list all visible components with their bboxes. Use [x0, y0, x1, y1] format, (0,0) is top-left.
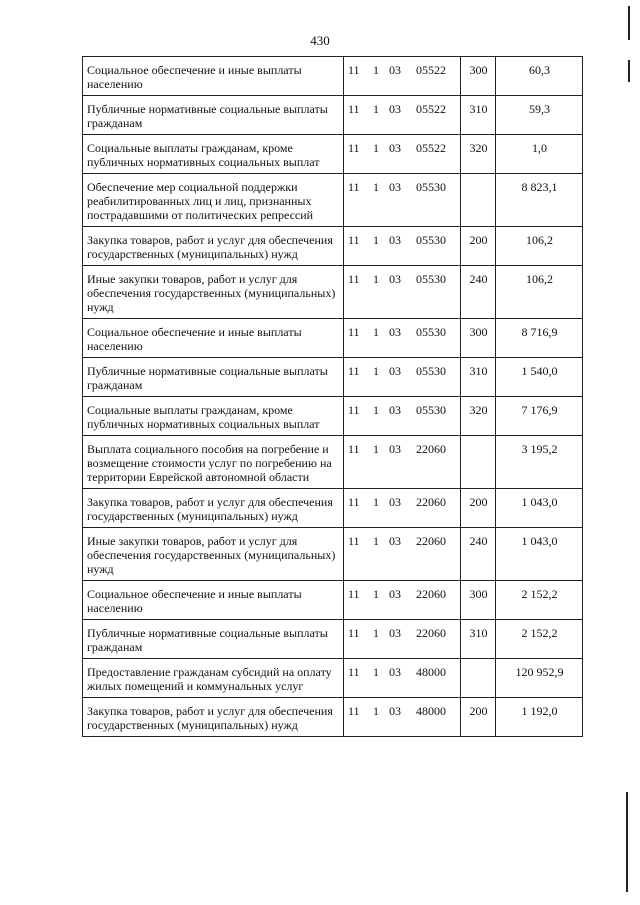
code-program: 03 — [389, 626, 401, 640]
row-target-code — [344, 620, 461, 659]
row-expense-type: 320 — [461, 397, 496, 436]
code-direction: 05530 — [416, 272, 446, 286]
code-direction: 22060 — [416, 442, 446, 456]
row-name: Публичные нормативные социальные выплаты гражданам — [83, 358, 344, 397]
code-program: 03 — [389, 63, 401, 77]
row-name: Иные закупки товаров, работ и услуг для обеспечения государственных (муниципальных) нужд — [83, 266, 344, 319]
row-expense-type: 240 — [461, 528, 496, 581]
code-subprogram: 1 — [373, 534, 379, 548]
table-row — [83, 659, 583, 698]
table-row — [83, 135, 583, 174]
code-chapter: 11 — [348, 325, 360, 339]
row-amount: 8 823,1 — [496, 174, 583, 227]
table-row — [83, 319, 583, 358]
table-row — [83, 174, 583, 227]
row-target-code — [344, 96, 461, 135]
code-chapter: 11 — [348, 180, 360, 194]
row-name: Публичные нормативные социальные выплаты гражданам — [83, 620, 344, 659]
code-direction: 05530 — [416, 364, 446, 378]
code-program: 03 — [389, 704, 401, 718]
table-row — [83, 96, 583, 135]
code-direction: 05522 — [416, 63, 446, 77]
row-amount: 2 152,2 — [496, 620, 583, 659]
code-subprogram: 1 — [373, 63, 379, 77]
row-amount: 60,3 — [496, 57, 583, 96]
row-expense-type: 310 — [461, 358, 496, 397]
code-chapter: 11 — [348, 495, 360, 509]
row-target-code — [344, 659, 461, 698]
table-row — [83, 227, 583, 266]
code-subprogram: 1 — [373, 442, 379, 456]
code-program: 03 — [389, 141, 401, 155]
code-direction: 05530 — [416, 403, 446, 417]
code-program: 03 — [389, 325, 401, 339]
row-target-code — [344, 266, 461, 319]
row-target-code — [344, 57, 461, 96]
table-row — [83, 528, 583, 581]
code-subprogram: 1 — [373, 102, 379, 116]
code-chapter: 11 — [348, 364, 360, 378]
table-row — [83, 620, 583, 659]
row-amount: 1 043,0 — [496, 489, 583, 528]
row-target-code — [344, 319, 461, 358]
code-direction: 22060 — [416, 626, 446, 640]
row-amount: 8 716,9 — [496, 319, 583, 358]
code-direction: 05522 — [416, 141, 446, 155]
row-amount: 1 043,0 — [496, 528, 583, 581]
row-name: Обеспечение мер социальной поддержки реабилитированных лиц и лиц, признанных пострадавшими от политических репрессий — [83, 174, 344, 227]
code-direction: 05530 — [416, 180, 446, 194]
row-target-code — [344, 358, 461, 397]
row-name: Закупка товаров, работ и услуг для обеспечения государственных (муниципальных) нужд — [83, 227, 344, 266]
code-subprogram: 1 — [373, 626, 379, 640]
code-program: 03 — [389, 587, 401, 601]
row-amount: 59,3 — [496, 96, 583, 135]
code-direction: 22060 — [416, 495, 446, 509]
row-expense-type: 300 — [461, 319, 496, 358]
row-expense-type: 200 — [461, 227, 496, 266]
row-expense-type: 320 — [461, 135, 496, 174]
row-target-code — [344, 581, 461, 620]
code-chapter: 11 — [348, 442, 360, 456]
page-number: 430 — [310, 33, 330, 48]
row-name: Социальное обеспечение и иные выплаты населению — [83, 581, 344, 620]
code-program: 03 — [389, 495, 401, 509]
row-expense-type: 300 — [461, 57, 496, 96]
code-direction: 22060 — [416, 534, 446, 548]
code-subprogram: 1 — [373, 495, 379, 509]
code-subprogram: 1 — [373, 141, 379, 155]
code-subprogram: 1 — [373, 704, 379, 718]
row-expense-type — [461, 174, 496, 227]
code-chapter: 11 — [348, 102, 360, 116]
row-amount: 1 192,0 — [496, 698, 583, 737]
scan-edge-mark-bottom — [626, 792, 628, 892]
code-direction: 05530 — [416, 233, 446, 247]
row-expense-type — [461, 659, 496, 698]
code-program: 03 — [389, 102, 401, 116]
row-name: Социальное обеспечение и иные выплаты населению — [83, 319, 344, 358]
code-direction: 48000 — [416, 665, 446, 679]
code-program: 03 — [389, 665, 401, 679]
budget-table — [82, 56, 583, 737]
row-expense-type: 200 — [461, 698, 496, 737]
row-expense-type: 310 — [461, 96, 496, 135]
row-amount: 7 176,9 — [496, 397, 583, 436]
code-program: 03 — [389, 403, 401, 417]
code-direction: 22060 — [416, 587, 446, 601]
row-target-code — [344, 174, 461, 227]
code-program: 03 — [389, 272, 401, 286]
code-subprogram: 1 — [373, 587, 379, 601]
table-row — [83, 358, 583, 397]
table-row — [83, 397, 583, 436]
row-expense-type: 300 — [461, 581, 496, 620]
row-target-code — [344, 436, 461, 489]
row-name: Социальные выплаты гражданам, кроме публичных нормативных социальных выплат — [83, 397, 344, 436]
scan-edge-mark-top — [628, 6, 630, 40]
code-program: 03 — [389, 442, 401, 456]
code-subprogram: 1 — [373, 272, 379, 286]
code-chapter: 11 — [348, 534, 360, 548]
row-amount: 106,2 — [496, 227, 583, 266]
code-subprogram: 1 — [373, 325, 379, 339]
code-program: 03 — [389, 180, 401, 194]
row-amount: 1 540,0 — [496, 358, 583, 397]
code-chapter: 11 — [348, 587, 360, 601]
row-name: Иные закупки товаров, работ и услуг для обеспечения государственных (муниципальных) нужд — [83, 528, 344, 581]
code-chapter: 11 — [348, 272, 360, 286]
code-direction: 48000 — [416, 704, 446, 718]
code-chapter: 11 — [348, 141, 360, 155]
table-row — [83, 489, 583, 528]
row-expense-type: 200 — [461, 489, 496, 528]
row-name: Закупка товаров, работ и услуг для обеспечения государственных (муниципальных) нужд — [83, 698, 344, 737]
code-subprogram: 1 — [373, 180, 379, 194]
code-subprogram: 1 — [373, 364, 379, 378]
row-expense-type: 240 — [461, 266, 496, 319]
code-chapter: 11 — [348, 233, 360, 247]
row-amount: 3 195,2 — [496, 436, 583, 489]
row-amount: 120 952,9 — [496, 659, 583, 698]
row-target-code — [344, 397, 461, 436]
table-row — [83, 266, 583, 319]
row-target-code — [344, 698, 461, 737]
scan-edge-mark-middle — [628, 60, 630, 82]
code-program: 03 — [389, 364, 401, 378]
code-subprogram: 1 — [373, 403, 379, 417]
row-name: Закупка товаров, работ и услуг для обеспечения государственных (муниципальных) нужд — [83, 489, 344, 528]
code-program: 03 — [389, 534, 401, 548]
row-name: Выплата социального пособия на погребение и возмещение стоимости услуг по погребению на территории Еврейской автономной области — [83, 436, 344, 489]
code-subprogram: 1 — [373, 233, 379, 247]
row-name: Предоставление гражданам субсидий на оплату жилых помещений и коммунальных услуг — [83, 659, 344, 698]
code-chapter: 11 — [348, 403, 360, 417]
row-name: Социальные выплаты гражданам, кроме публичных нормативных социальных выплат — [83, 135, 344, 174]
table-row — [83, 436, 583, 489]
table-row — [83, 57, 583, 96]
row-target-code — [344, 489, 461, 528]
row-amount: 1,0 — [496, 135, 583, 174]
code-subprogram: 1 — [373, 665, 379, 679]
table-row — [83, 581, 583, 620]
row-name: Социальное обеспечение и иные выплаты населению — [83, 57, 344, 96]
row-target-code — [344, 227, 461, 266]
row-expense-type — [461, 436, 496, 489]
row-name: Публичные нормативные социальные выплаты гражданам — [83, 96, 344, 135]
row-target-code — [344, 528, 461, 581]
row-amount: 106,2 — [496, 266, 583, 319]
code-chapter: 11 — [348, 704, 360, 718]
code-chapter: 11 — [348, 626, 360, 640]
budget-table-body — [83, 57, 583, 737]
code-direction: 05530 — [416, 325, 446, 339]
code-chapter: 11 — [348, 63, 360, 77]
code-direction: 05522 — [416, 102, 446, 116]
table-row — [83, 698, 583, 737]
code-program: 03 — [389, 233, 401, 247]
code-chapter: 11 — [348, 665, 360, 679]
row-target-code — [344, 135, 461, 174]
row-amount: 2 152,2 — [496, 581, 583, 620]
row-expense-type: 310 — [461, 620, 496, 659]
